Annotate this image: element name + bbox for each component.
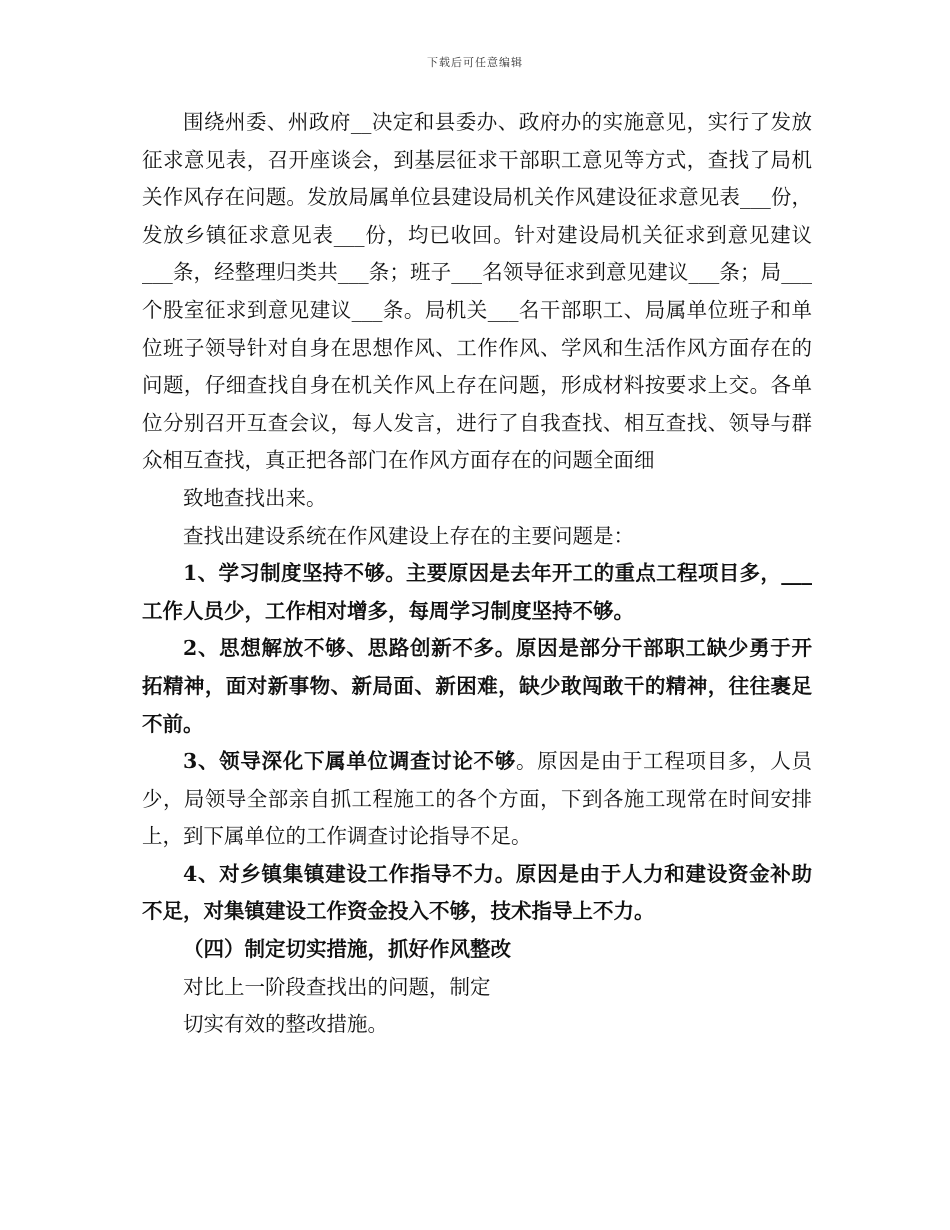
page-header: 下载后可任意编辑 <box>427 56 523 69</box>
problem-item-3 <box>142 743 812 856</box>
document-body <box>142 104 812 1044</box>
problem-item-3-heading: 3、领导深化下属单位调查讨论不够 <box>183 749 516 774</box>
problem-item-1: 1、学习制度坚持不够。主要原因是去年开工的重点工程项目多，___工作人员少，工作相对增多，每周学习制度坚持不够。 <box>142 561 812 623</box>
problem-item-2: 2、思想解放不够、思路创新不多。原因是部分干部职工缺少勇于开拓精神，面对新事物、新局面、新困难，缺少敢闯敢干的精神，往往裹足不前。 <box>142 636 812 736</box>
paragraph-measures-end: 切实有效的整改措施。 <box>183 1012 388 1037</box>
paragraph-continuation: 致地查找出来。 <box>183 485 327 510</box>
paragraph-problems-intro: 查找出建设系统在作风建设上存在的主要问题是： <box>183 523 634 548</box>
section-heading-4: （四）制定切实措施，抓好作风整改 <box>183 937 511 962</box>
paragraph-measures: 对比上一阶段查找出的问题，制定 <box>183 974 491 999</box>
problem-item-3-text: 。原因是由于工程项目多，人员少，局领导全部亲自抓工程施工的各个方面，下到各施工现常在时间安排上，到下属单位的工作调查讨论指导不足。 <box>142 749 813 849</box>
problem-item-4: 4、对乡镇集镇建设工作指导不力。原因是由于人力和建设资金补助不足，对集镇建设工作资金投入不够，技术指导上不力。 <box>142 861 812 924</box>
paragraph-intro: 围绕州委、州政府__决定和县委办、政府办的实施意见，实行了发放征求意见表，召开座谈会，到基层征求干部职工意见等方式，查找了局机关作风存在问题。发放局属单位县建设局机关作风建设征求意见表___份，发放乡镇征求意见表___份，均已收回。针对建设局机关征求到意见建议___条，经整理归类共___条；班子___名领导征求到意见建议___条；局___个股室征求到意见建议___条。局机关___名干部职工、局属单位班子和单位班子领导针对自身在思想作风、工作作风、学风和生活作风方面存在的问题，仔细查找自身在机关作风上存在问题，形成材料按要求上交。各单位分别召开互查会议，每人发言，进行了自我查找、相互查找、领导与群众相互查找，真正把各部门在作风方面存在的问题全面细 <box>142 110 812 473</box>
